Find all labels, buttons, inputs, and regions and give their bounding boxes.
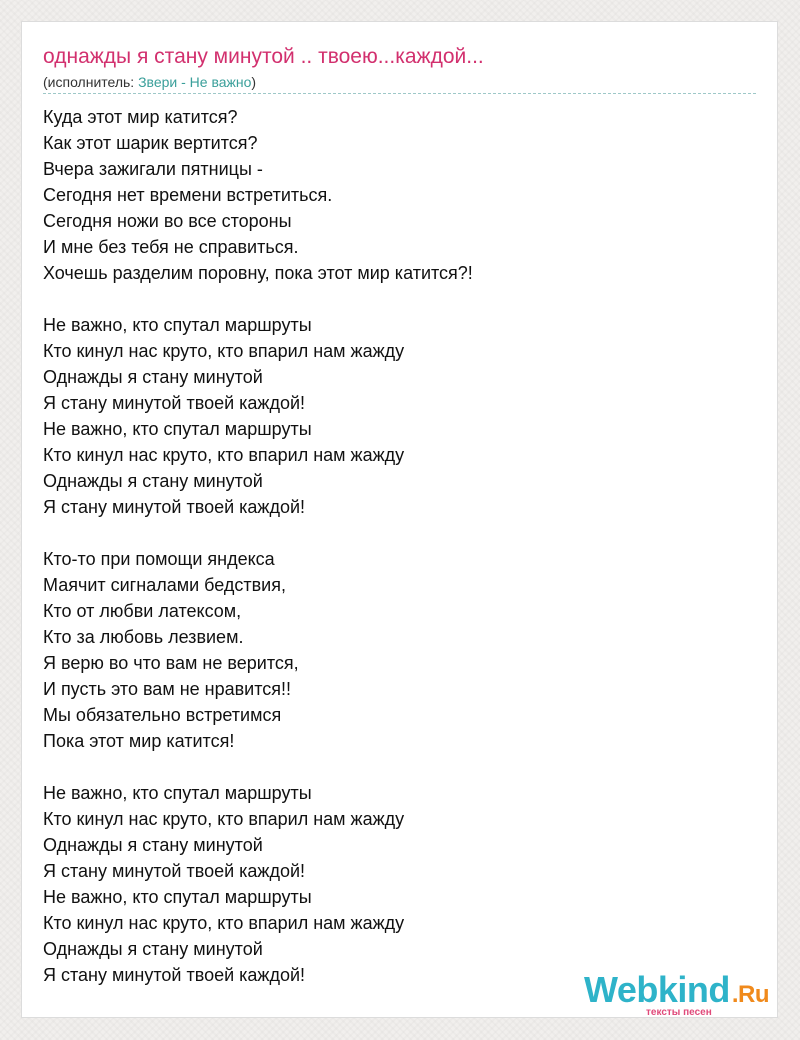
lyric-line: Не важно, кто спутал маршруты	[43, 783, 312, 803]
lyric-line: И мне без тебя не справиться.	[43, 237, 299, 257]
artist-suffix: )	[251, 74, 257, 90]
lyrics-stanza	[43, 546, 473, 754]
divider	[43, 93, 756, 94]
lyric-line: Мы обязательно встретимся	[43, 705, 282, 725]
lyric-line: Однажды я стану минутой	[43, 835, 263, 855]
logo-wordmark	[584, 969, 769, 1011]
lyric-line: Кто кинул нас круто, кто впарил нам жажду	[43, 445, 405, 465]
logo-name: Webkind	[584, 969, 730, 1010]
lyric-line: Куда этот мир катится?	[43, 107, 238, 127]
artist-line	[43, 74, 256, 90]
lyric-line: Маячит сигналами бедствия,	[43, 575, 286, 595]
lyric-line: Я стану минутой твоей каждой!	[43, 393, 306, 413]
site-logo[interactable]	[584, 969, 784, 1019]
artist-prefix: (исполнитель:	[43, 74, 139, 90]
lyric-line: Кто кинул нас круто, кто впарил нам жажду	[43, 913, 405, 933]
lyric-line: Я стану минутой твоей каждой!	[43, 965, 306, 985]
lyric-line: Вчера зажигали пятницы -	[43, 159, 263, 179]
logo-tagline: тексты песен	[646, 1007, 712, 1018]
lyric-line: Сегодня нет времени встретиться.	[43, 185, 333, 205]
lyric-line: Не важно, кто спутал маршруты	[43, 315, 312, 335]
lyric-line: Не важно, кто спутал маршруты	[43, 419, 312, 439]
lyrics-body	[43, 104, 473, 1014]
lyric-line: Однажды я стану минутой	[43, 367, 263, 387]
lyric-line: Пока этот мир катится!	[43, 731, 235, 751]
lyric-line: Кто кинул нас круто, кто впарил нам жажду	[43, 809, 405, 829]
lyric-line: Сегодня ножи во все стороны	[43, 211, 292, 231]
lyric-line: Кто от любви латексом,	[43, 601, 242, 621]
lyric-line: И пусть это вам не нравится!!	[43, 679, 292, 699]
lyric-line: Я стану минутой твоей каждой!	[43, 861, 306, 881]
lyrics-card	[21, 21, 778, 1018]
lyric-line: Однажды я стану минутой	[43, 471, 263, 491]
lyrics-stanza	[43, 312, 473, 520]
page-title: однажды я стану минутой .. твоею...каждой...	[43, 45, 484, 68]
lyric-line: Я стану минутой твоей каждой!	[43, 497, 306, 517]
lyric-line: Не важно, кто спутал маршруты	[43, 887, 312, 907]
lyric-line: Кто-то при помощи яндекса	[43, 549, 275, 569]
lyrics-stanza	[43, 104, 473, 286]
artist-link[interactable]: Звери - Не важно	[138, 74, 252, 90]
lyric-line: Хочешь разделим поровну, пока этот мир катится?!	[43, 263, 473, 283]
lyric-line: Однажды я стану минутой	[43, 939, 263, 959]
lyric-line: Кто за любовь лезвием.	[43, 627, 244, 647]
lyric-line: Я верю во что вам не верится,	[43, 653, 299, 673]
lyrics-stanza	[43, 780, 473, 988]
lyric-line: Как этот шарик вертится?	[43, 133, 258, 153]
logo-tld: .Ru	[731, 981, 770, 1008]
lyric-line: Кто кинул нас круто, кто впарил нам жажду	[43, 341, 405, 361]
